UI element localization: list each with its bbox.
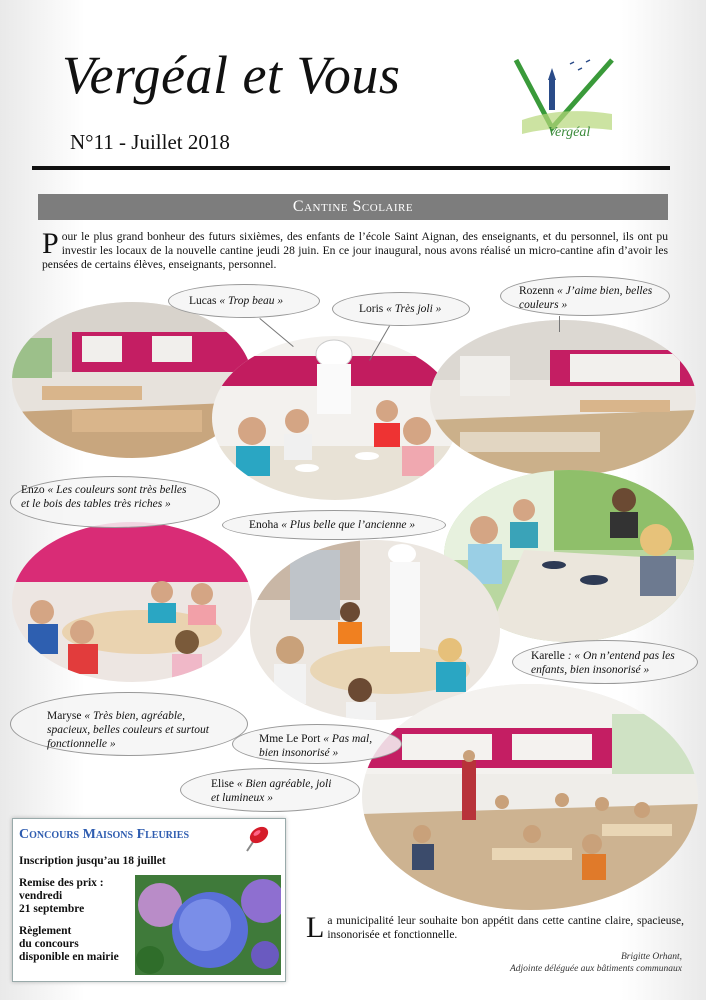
closing-paragraph xyxy=(306,911,684,944)
contest-award-day: vendredi xyxy=(19,890,63,902)
contest-box xyxy=(12,818,286,982)
bubble-tail xyxy=(559,316,560,332)
photo-children-round-table xyxy=(12,522,252,682)
pushpin-icon xyxy=(237,821,273,857)
photo-children-chef xyxy=(212,336,458,500)
quote-bubble-enzo xyxy=(10,476,220,528)
quote-name: Elise xyxy=(211,778,234,790)
hydrangea-image xyxy=(135,875,281,975)
contest-registration: Inscription jusqu’au 18 juillet xyxy=(19,855,166,867)
contest-rules-1: Règlement xyxy=(19,925,72,937)
quote-text: « Les couleurs sont très belles et le bois des tables très riches » xyxy=(21,484,187,510)
intro-paragraph xyxy=(42,227,668,272)
vergeal-logo-icon xyxy=(512,50,620,142)
quote-bubble-karelle xyxy=(512,640,698,684)
quote-bubble-mme-le-port xyxy=(232,724,402,764)
signature-role: Adjointe déléguée aux bâtiments communaux xyxy=(509,964,682,974)
quote-text: « Très bien, agréable, spacieux, belles couleurs et surtout fonctionnelle » xyxy=(47,710,209,750)
quote-bubble-loris xyxy=(332,292,470,326)
quote-name: Karelle xyxy=(531,650,565,662)
quote-name: Enoha xyxy=(249,519,279,531)
quote-bubble-maryse xyxy=(10,692,248,756)
intro-text: our le plus grand bonheur des futurs sixièmes, des enfants de l’école Saint Aignan, des enseignants, et du personnel, ils ont pu investir les locaux de la nouvelle cantine jeudi 28 juin. En ce jour inaugural, nous avons réalisé un micro-cantine afin d’avoir les pensées de certains élèves, enseignants, personnel. xyxy=(42,230,668,271)
newsletter-title: Vergéal et Vous xyxy=(62,45,401,105)
quote-text: « J’aime bien, belles couleurs » xyxy=(519,285,653,311)
quote-text: « Trop beau » xyxy=(219,295,284,307)
quote-name: Enzo xyxy=(21,484,45,496)
signature-name: Brigitte Orhant, xyxy=(620,952,682,962)
issue-number: N°11 - Juillet 2018 xyxy=(70,130,230,154)
quote-bubble-elise xyxy=(180,768,360,812)
quote-bubble-enoha xyxy=(222,510,446,540)
photo-full-canteen xyxy=(362,684,698,910)
svg-text:Vergéal: Vergéal xyxy=(548,125,591,140)
quote-name: Lucas xyxy=(189,295,217,307)
quote-name: Rozenn xyxy=(519,285,555,297)
photo-empty-room-right xyxy=(430,320,696,476)
contest-title: Concours Maisons Fleuries xyxy=(19,827,190,842)
quote-name: Maryse xyxy=(47,710,82,722)
contest-rules-3: disponible en mairie xyxy=(19,951,119,963)
contest-award-date: 21 septembre xyxy=(19,903,85,915)
section-title: Cantine Scolaire xyxy=(38,194,668,220)
quote-bubble-lucas xyxy=(168,284,320,318)
contest-award-label: Remise des prix : xyxy=(19,877,104,889)
closing-dropcap: L xyxy=(306,911,325,944)
quote-text: : « On n’entend pas les enfants, bien insonorisé » xyxy=(531,650,675,676)
quote-name: Loris xyxy=(359,303,384,315)
quote-text: « Très joli » xyxy=(386,303,442,315)
quote-text: « Bien agréable, joli et lumineux » xyxy=(211,778,332,804)
contest-rules-2: du concours xyxy=(19,938,79,950)
closing-text: a municipalité leur souhaite bon appétit dans cette cantine claire, spacieuse, insonorisée et fonctionnelle. xyxy=(327,915,684,941)
quote-text: « Plus belle que l’ancienne » xyxy=(281,519,416,531)
signature xyxy=(510,951,682,975)
quote-name: Mme Le Port xyxy=(259,733,321,745)
header-rule xyxy=(32,166,670,170)
intro-dropcap: P xyxy=(42,227,59,260)
quote-text: « Pas mal, bien insonorisé » xyxy=(259,733,373,759)
quote-bubble-rozenn xyxy=(500,276,670,316)
